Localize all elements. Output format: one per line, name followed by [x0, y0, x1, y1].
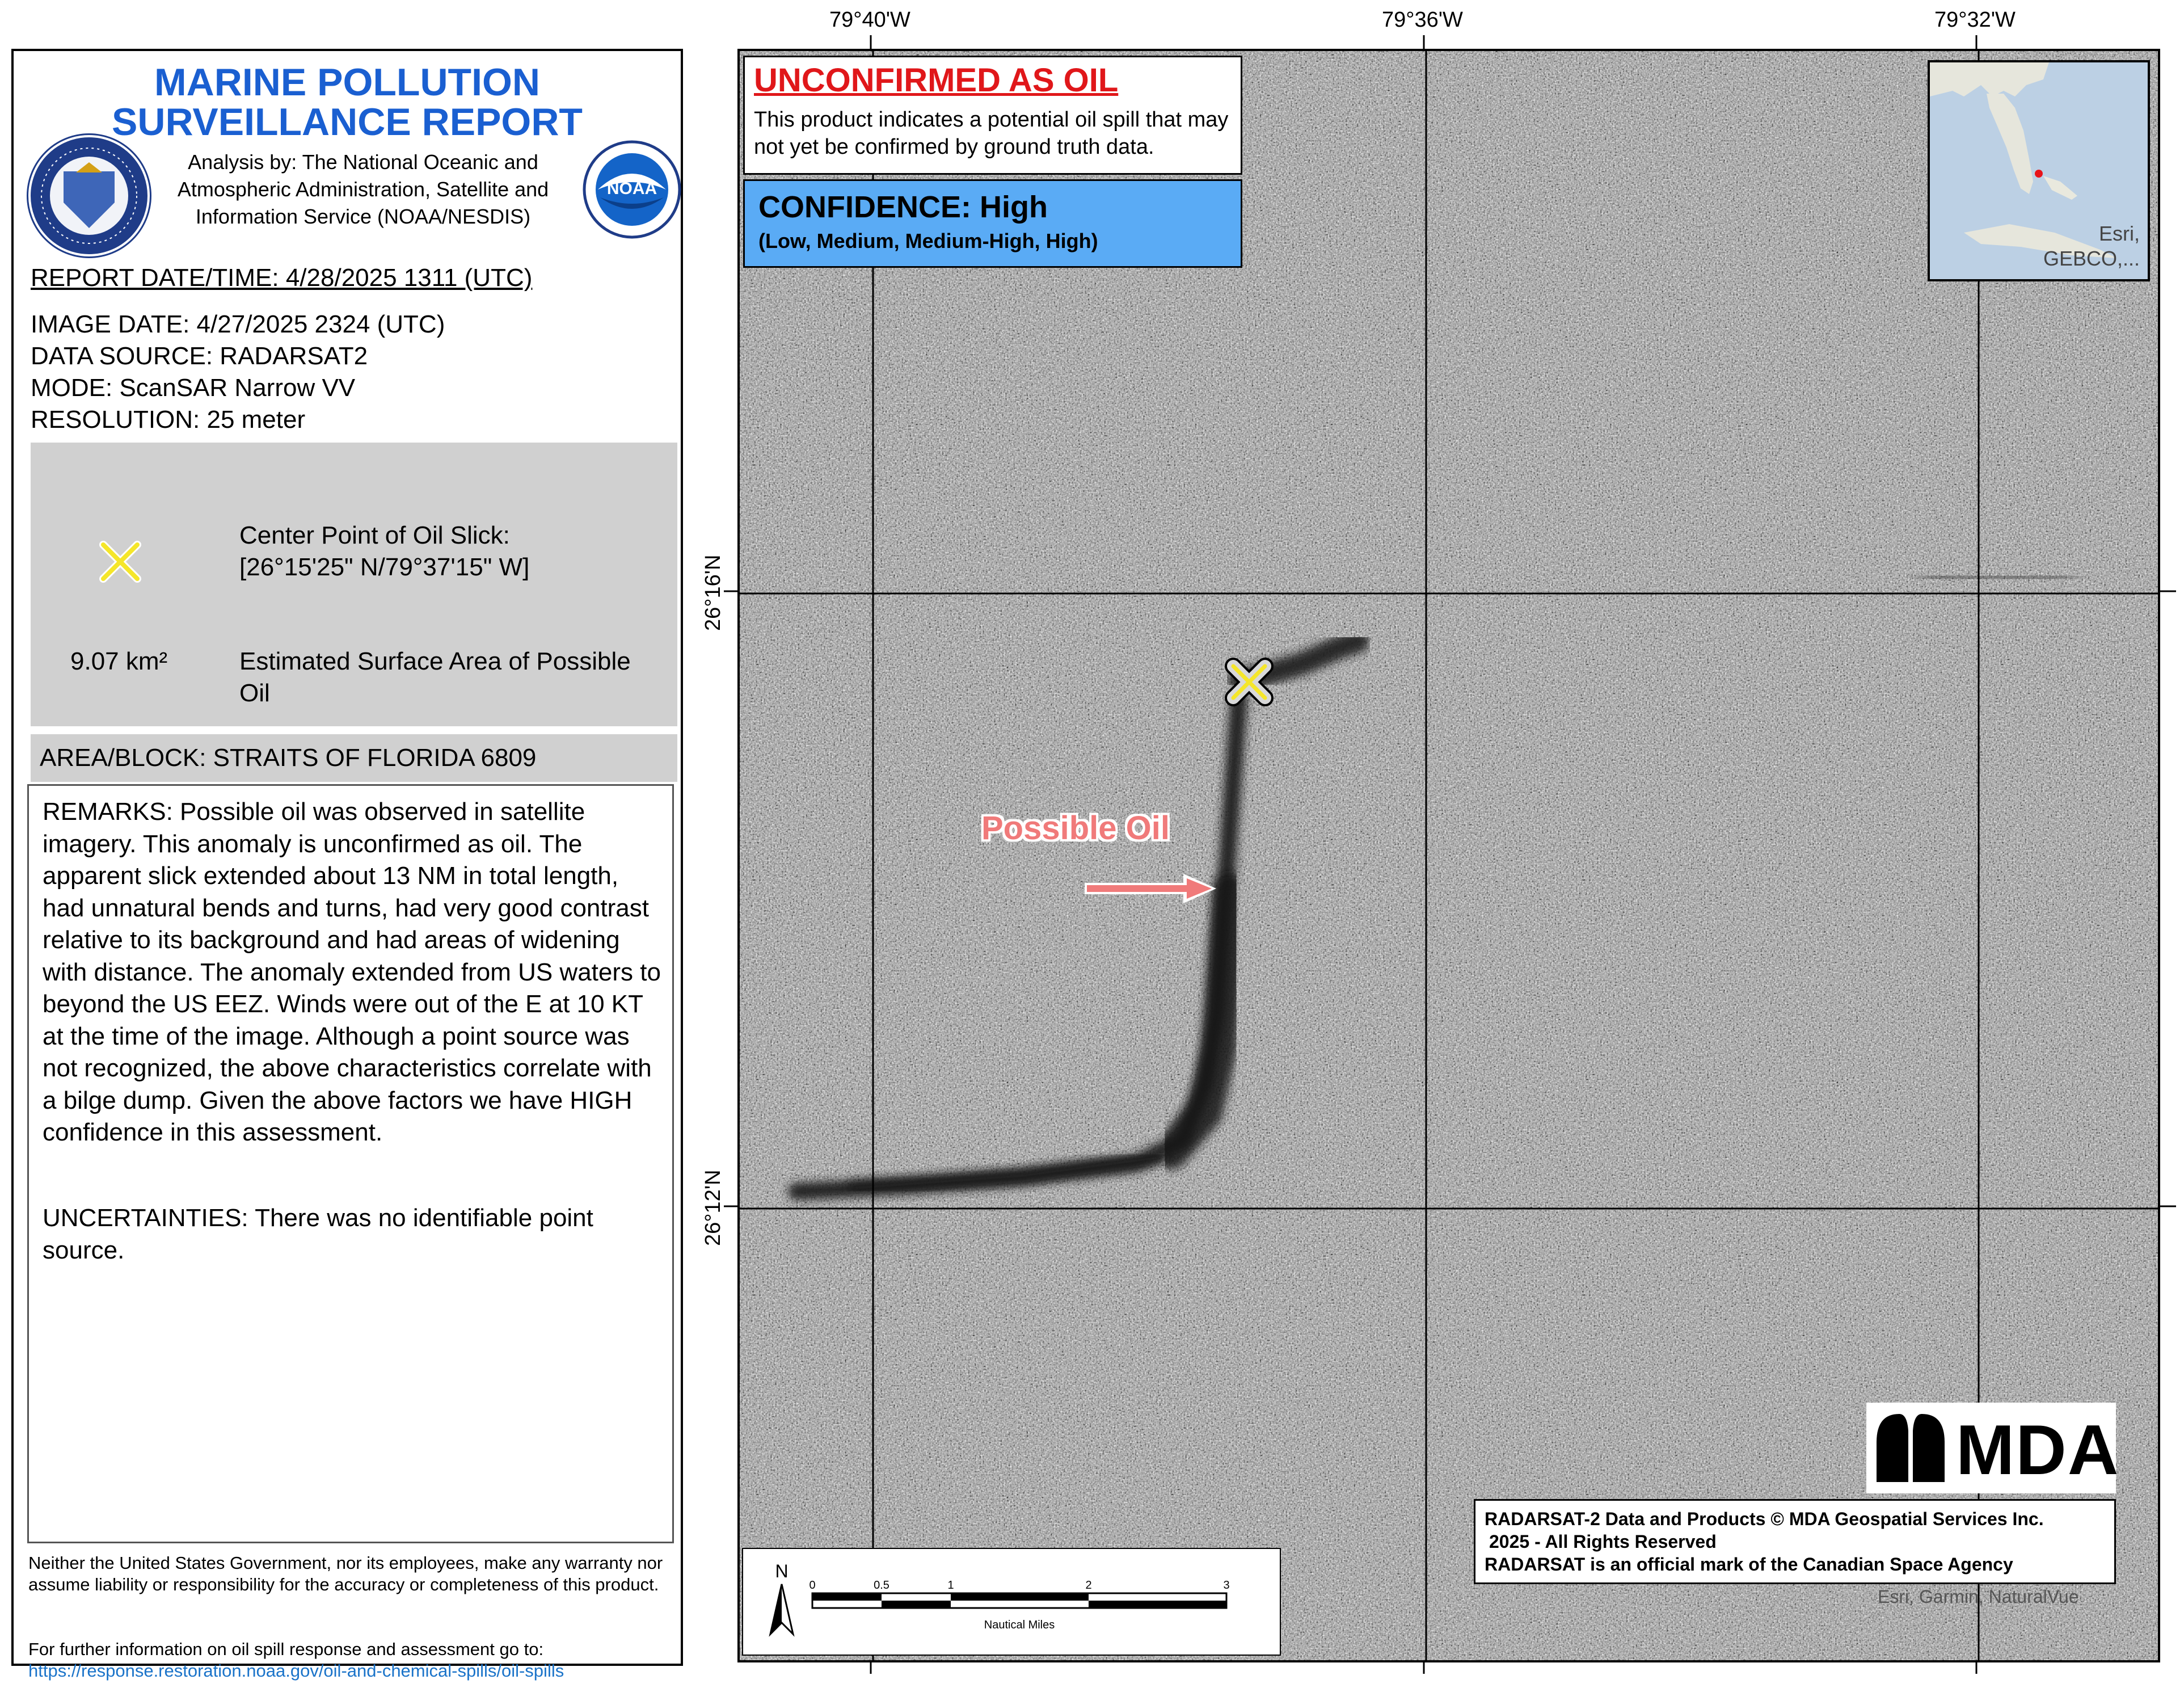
scale-tick-0-5: 0.5: [874, 1579, 889, 1592]
copyright-line3: RADARSAT is an official mark of the Canadian Space Agency: [1485, 1554, 2013, 1575]
surface-area-label: Estimated Surface Area of Possible Oil: [239, 647, 631, 707]
lon-label-3: 79°32'W: [1934, 8, 2016, 32]
lon-label-2: 79°36'W: [1382, 8, 1463, 32]
mda-logo-mark-icon: [1871, 1408, 1950, 1488]
mda-logo-text: MDA: [1956, 1411, 2120, 1489]
confidence-levels: (Low, Medium, Medium-High, High): [758, 229, 1098, 252]
inset-attribution-line2: GEBCO,...: [2043, 247, 2140, 270]
unconfirmed-text: This product indicates a potential oil spill that may not yet be confirmed by ground truth data.: [754, 108, 1229, 159]
confidence-title: CONFIDENCE: High: [758, 190, 1048, 224]
scale-tick-2: 2: [1085, 1579, 1092, 1592]
confidence-box: [743, 179, 1242, 268]
report-datetime: REPORT DATE/TIME: 4/28/2025 1311 (UTC): [31, 264, 533, 292]
lon-label-1: 79°40'W: [829, 8, 910, 32]
inset-locator-map[interactable]: [1928, 60, 2150, 281]
mda-logo: [1866, 1403, 2120, 1493]
inset-location-dot: [2035, 170, 2043, 178]
image-date: IMAGE DATE: 4/27/2025 2324 (UTC): [31, 310, 445, 338]
scale-bar: [743, 1549, 1280, 1655]
report-title-line1: MARINE POLLUTION: [154, 61, 540, 104]
basemap-attribution: Esri, Garmin, NaturalVue: [1878, 1586, 2079, 1607]
mode: MODE: ScanSAR Narrow VV: [31, 374, 356, 402]
possible-oil-label: Possible Oil: [981, 810, 1170, 847]
scale-units: Nautical Miles: [984, 1619, 1055, 1631]
center-point-coordinates: [26°15'25" N/79°37'15" W]: [239, 553, 530, 581]
scale-tick-0: 0: [809, 1579, 816, 1592]
analysis-by-text: Analysis by: The National Oceanic and Atmospheric Administration, Satellite and Information Service (NOAA/NESDIS): [177, 150, 549, 228]
surface-area-value: 9.07 km²: [70, 647, 168, 675]
copyright-line2: 2025 - All Rights Reserved: [1489, 1531, 1717, 1552]
further-info-link[interactable]: https://response.restoration.noaa.gov/oil-and-chemical-spills/oil-spills: [28, 1661, 564, 1681]
area-block: AREA/BLOCK: STRAITS OF FLORIDA 6809: [31, 734, 677, 782]
possible-oil-arrow-icon: [1082, 872, 1219, 906]
unconfirmed-notice: [743, 56, 1242, 175]
scale-tick-3: 3: [1223, 1579, 1230, 1592]
disclaimer-text: Neither the United States Government, nor its employees, make any warranty nor assume liability or responsibility for the accuracy or completeness of this product.: [28, 1553, 663, 1594]
inset-attribution-line1: Esri,: [2099, 222, 2140, 245]
inset-attribution: [2043, 221, 2140, 271]
further-info-text: For further information on oil spill response and assessment go to:: [28, 1639, 544, 1659]
center-point-label-line1: Center Point of Oil Slick:: [239, 521, 510, 549]
resolution: RESOLUTION: 25 meter: [31, 406, 306, 433]
data-source: DATA SOURCE: RADARSAT2: [31, 342, 368, 370]
remarks-text: REMARKS: Possible oil was observed in satellite imagery. This anomaly is unconfirmed as oil. The apparent slick extended about 13 NM in total length, had unnatural bends and turns, had very good contrast relative to its background and had areas of widening with distance. The anomaly extended from US waters to beyond the US EEZ. Winds were out of the E at 10 KT at the time of the image. Although a point source was not recognized, the above characteristics correlate with a bilge dump. Given the above factors we have HIGH confidence in this assessment.: [43, 798, 661, 1146]
uncertainties-text: UNCERTAINTIES: There was no identifiable point source.: [43, 1204, 593, 1264]
unconfirmed-title: UNCONFIRMED AS OIL: [754, 62, 1119, 99]
radarsat-copyright: [1474, 1499, 2116, 1584]
north-label: N: [775, 1561, 789, 1581]
scale-bar-box: [742, 1548, 1281, 1656]
scale-tick-1: 1: [947, 1579, 954, 1592]
lat-label-2: 26°12'N: [701, 1169, 725, 1246]
center-point-marker-icon[interactable]: [1221, 654, 1277, 710]
report-title-line2: SURVEILLANCE REPORT: [112, 100, 583, 144]
copyright-line1: RADARSAT-2 Data and Products © MDA Geospatial Services Inc.: [1485, 1509, 2044, 1529]
noaa-logo-text: NOAA: [606, 179, 657, 198]
lat-label-1: 26°16'N: [701, 554, 725, 631]
